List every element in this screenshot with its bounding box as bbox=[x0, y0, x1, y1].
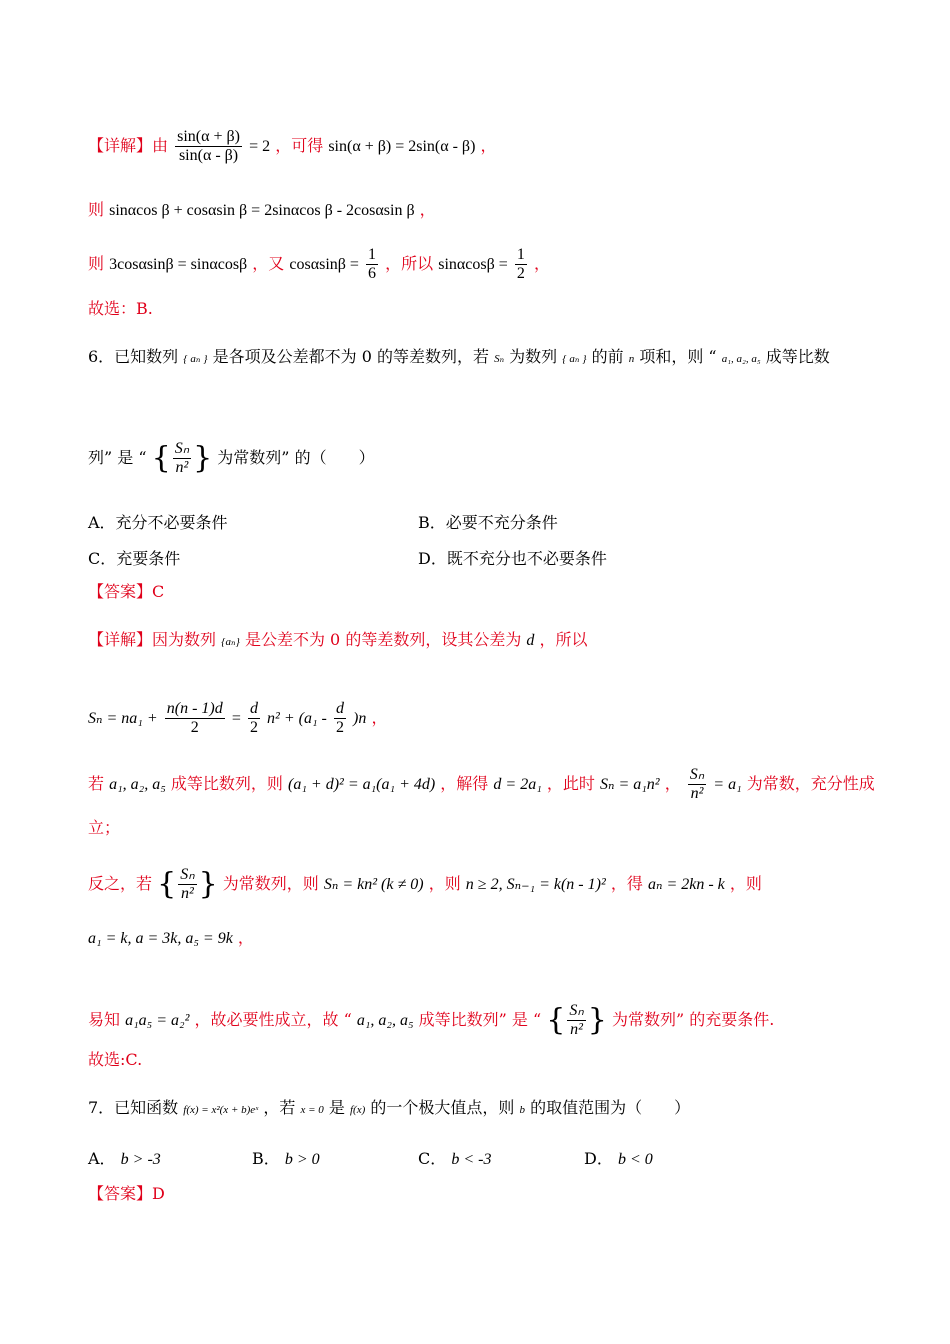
solution-line-3: 则 3cosαsinβ = sinαcosβ ，又 cosαsinβ = $\frac{1}{6}$ ，所以 sinαcosβ = $\frac{1}{2}$ ， bbox=[88, 246, 550, 282]
detail-6-line-5: 反之，若 { $\frac{\text{Sₙ}}{\text{n²}}$ } 为常数列，则 Sₙ = kn² (k ≠ 0) ，则 n ≥ 2, Sₙ₋₁ = k(n - 1)² ，得 aₙ = 2kn - k ，则 bbox=[88, 866, 762, 902]
fraction: $\frac{\text{Sₙ}}{\text{n²}}$ bbox=[689, 766, 705, 802]
detail-6-line-6: a₁ = k, a = 3k, a₅ = 9k ， bbox=[88, 928, 254, 947]
equation: sinαcos β + cosαsin β = 2sinαcos β - 2cosαsin β bbox=[109, 202, 415, 219]
detail-6-line-1: 【详解】因为数列 {aₙ} 是公差不为 0 的等差数列，设其公差为 d ，所以 bbox=[88, 630, 588, 649]
equation: sin(α + β) = 2sin(α - β) bbox=[328, 138, 476, 155]
question-6-stem-line-2: 列” 是 “ { $\frac{\text{Sₙ}}{\text{n²}}$ } 为常数列” 的（ ） bbox=[88, 440, 375, 476]
detail-6-line-2: Sₙ = na₁ + $\frac{n(n - 1)d}{2}$ = $\frac{d}{2}$ n² + (a₁ - $\frac{d}{2}$ )n ， bbox=[88, 700, 388, 736]
question-7-stem: 7．已知函数 f(x) = x²(x + b)eˣ ，若 x = 0 是 f(x) 的一个极大值点，则 b 的取值范围为（ ） bbox=[88, 1098, 691, 1117]
solution-line-2: 则 sinαcos β + cosαsin β = 2sinαcos β - 2cosαsin β ， bbox=[88, 200, 436, 219]
solution-line-1: 【详解】由 $\frac{\sin(\alpha + \beta)}{\sin(\alpha - \beta)}$ = 2 ，可得 sin(α + β) = 2sin(α - β) ， bbox=[88, 128, 497, 164]
question-6-stem-line-1: 6．已知数列 { aₙ } 是各项及公差都不为 0 的等差数列，若 Sₙ 为数列 { aₙ } 的前 n 项和，则 “ a₁, a₂, a₅ 成等比数 bbox=[88, 347, 830, 366]
option-d[interactable]: D．既不充分也不必要条件 bbox=[418, 549, 607, 568]
q7-option-b[interactable]: B． b > 0 bbox=[252, 1149, 320, 1168]
detail-6-line-7: 易知 a₁a₅ = a₂² ，故必要性成立，故 “ a₁, a₂, a₅ 成等比数列” 是 “ { $\frac{\text{Sₙ}}{\text{n²}}$ } 为常数列” 的充要条件. bbox=[88, 1002, 775, 1038]
equation: 3cosαsinβ = sinαcosβ bbox=[109, 256, 248, 273]
fraction: $\frac{d}{2}$ bbox=[249, 700, 258, 736]
conclusion-c: 故选:C. bbox=[88, 1050, 143, 1069]
option-a[interactable]: A．充分不必要条件 bbox=[88, 513, 228, 532]
q7-option-a[interactable]: A． b > -3 bbox=[88, 1149, 161, 1168]
fraction: $\frac{n(n - 1)d}{2}$ bbox=[166, 700, 223, 736]
fraction: $\frac{\text{Sₙ}}{\text{n²}}$ bbox=[180, 866, 195, 902]
q7-option-c[interactable]: C． b < -3 bbox=[418, 1149, 492, 1168]
conclusion-b: 故选：B. bbox=[88, 299, 153, 318]
fraction: $\frac{\sin(\alpha + \beta)}{\sin(\alpha - \beta)}$ bbox=[177, 128, 240, 164]
fraction: $\frac{\text{Sₙ}}{\text{n²}}$ bbox=[569, 1002, 584, 1038]
option-b[interactable]: B．必要不充分条件 bbox=[418, 513, 558, 532]
answer-6: 【答案】C bbox=[88, 582, 165, 601]
answer-7: 【答案】D bbox=[88, 1184, 165, 1203]
fraction: $\frac{d}{2}$ bbox=[335, 700, 344, 736]
detail-6-line-4: 立； bbox=[88, 818, 121, 837]
detail-label: 【详解】由 bbox=[88, 136, 169, 155]
option-c[interactable]: C．充要条件 bbox=[88, 549, 181, 568]
fraction: $\frac{\text{Sₙ}}{\text{n²}}$ bbox=[174, 440, 190, 476]
fraction: $\frac{1}{2}$ bbox=[516, 246, 525, 282]
q7-option-d[interactable]: D． b < 0 bbox=[584, 1149, 653, 1168]
detail-6-line-3: 若 a₁, a₂, a₅ 成等比数列，则 (a₁ + d)² = a₁(a₁ + 4d) ，解得 d = 2a₁ ，此时 Sₙ = a₁n² ， $\frac{\text{Sₙ}}{\text{n²}}$ = a₁ 为常数，充分性成 bbox=[88, 766, 875, 802]
fraction: $\frac{1}{6}$ bbox=[368, 246, 377, 282]
